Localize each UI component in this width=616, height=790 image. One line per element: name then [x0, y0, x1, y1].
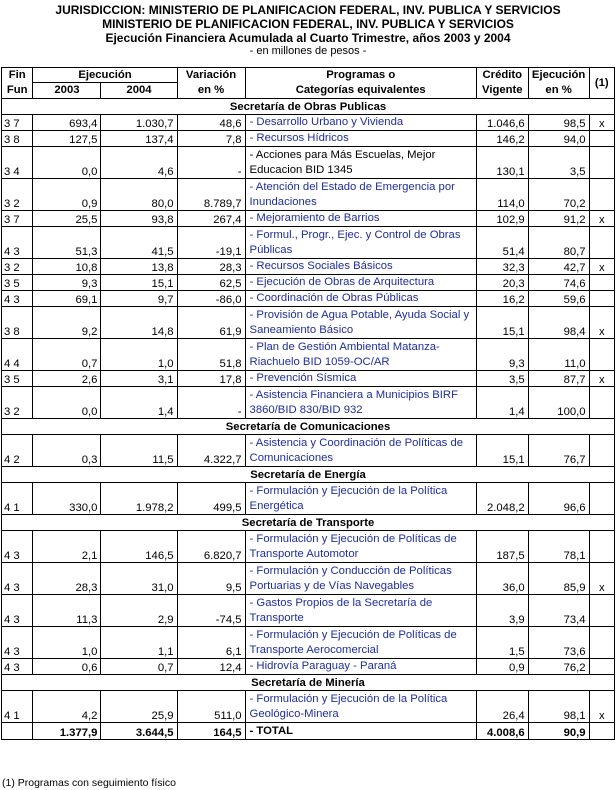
total-variacion: 164,5: [177, 723, 245, 740]
cell-2003: 11,3: [33, 595, 101, 627]
cell-fin-fun: 4 2: [2, 435, 33, 467]
col-2004: 2004: [101, 83, 177, 99]
cell-programa: - Formulación y Conducción de Políticas Portuarias y de Vías Navegables: [245, 563, 476, 595]
cell-credito: 3,9: [476, 595, 528, 627]
col-fun: Fun: [2, 83, 33, 99]
cell-credito: 51,4: [476, 227, 528, 259]
cell-seguimiento: [589, 483, 614, 515]
cell-programa: - Plan de Gestión Ambiental Matanza-Riachuelo BID 1059-OC/AR: [245, 339, 476, 371]
col-ejecucion-en-pct: en %: [528, 83, 589, 99]
cell-fin-fun: 3 7: [2, 211, 33, 227]
cell-variacion: -74,5: [177, 595, 245, 627]
cell-seguimiento: [589, 595, 614, 627]
cell-2004: 0,7: [101, 659, 177, 675]
cell-2003: 693,4: [33, 115, 101, 131]
cell-seguimiento: x: [589, 115, 614, 131]
cell-fin-fun: 4 1: [2, 483, 33, 515]
cell-variacion: 6,1: [177, 627, 245, 659]
cell-2004: 137,4: [101, 131, 177, 147]
cell-2004: 41,5: [101, 227, 177, 259]
cell-2003: 0,0: [33, 387, 101, 419]
cell-ejecucion: 42,7: [528, 259, 589, 275]
cell-variacion: 62,5: [177, 275, 245, 291]
cell-programa: - Provisión de Agua Potable, Ayuda Social y Saneamiento Básico: [245, 307, 476, 339]
table-row: [2, 227, 615, 259]
cell-variacion: 8.789,7: [177, 179, 245, 211]
cell-fin-fun: 4 3: [2, 531, 33, 563]
total-label: - TOTAL: [245, 723, 476, 740]
cell-ejecucion: 73,4: [528, 595, 589, 627]
cell-credito: 15,1: [476, 435, 528, 467]
table-row: [2, 339, 615, 371]
col-2003: 2003: [33, 83, 101, 99]
cell-2003: 2,1: [33, 531, 101, 563]
cell-variacion: 4.322,7: [177, 435, 245, 467]
table-row: [2, 211, 615, 227]
table-row: [2, 371, 615, 387]
cell-programa: - Formulación y Ejecución de Políticas de Transporte Aerocomercial: [245, 627, 476, 659]
cell-2003: 25,5: [33, 211, 101, 227]
cell-programa: - Formul., Progr., Ejec. y Control de Obras Públicas: [245, 227, 476, 259]
col-fin: Fin: [2, 68, 33, 83]
cell-fin-fun: 3 2: [2, 259, 33, 275]
cell-credito: 1,4: [476, 387, 528, 419]
cell-programa: - Hidrovía Paraguay - Paraná: [245, 659, 476, 675]
table-row: [2, 291, 615, 307]
total-note: [589, 723, 614, 740]
cell-2003: 51,3: [33, 227, 101, 259]
cell-2004: 2,9: [101, 595, 177, 627]
cell-2003: 0,9: [33, 179, 101, 211]
cell-ejecucion: 78,1: [528, 531, 589, 563]
cell-2004: 80,0: [101, 179, 177, 211]
table-row: [2, 387, 615, 419]
cell-fin-fun: 4 3: [2, 563, 33, 595]
section-title: Secretaría de Transporte: [2, 515, 615, 531]
total-2004: 3.644,5: [101, 723, 177, 740]
section-title: Secretaría de Energía: [2, 467, 615, 483]
cell-seguimiento: [589, 659, 614, 675]
cell-ejecucion: 98,4: [528, 307, 589, 339]
col-ejecucion: Ejecución: [33, 68, 177, 83]
col-ejecucion-pct: Ejecución: [528, 68, 589, 83]
table-row: [2, 275, 615, 291]
footnote: (1) Programas con seguimiento físico: [2, 777, 176, 789]
cell-2004: 31,0: [101, 563, 177, 595]
section-header-row: [2, 467, 615, 483]
cell-fin-fun: 4 1: [2, 691, 33, 723]
cell-seguimiento: x: [589, 259, 614, 275]
cell-2004: 1,4: [101, 387, 177, 419]
section-title: Secretaría de Minería: [2, 675, 615, 691]
table-row: [2, 595, 615, 627]
cell-programa: - Gastos Propios de la Secretaría de Transporte: [245, 595, 476, 627]
cell-programa: - Formulación y Ejecución de la Política Geológico-Minera: [245, 691, 476, 723]
report-subtitle: Ejecución Financiera Acumulada al Cuarto Trimestre, años 2003 y 2004: [105, 31, 511, 45]
cell-fin-fun: 4 3: [2, 595, 33, 627]
cell-ejecucion: 70,2: [528, 179, 589, 211]
cell-seguimiento: [589, 387, 614, 419]
cell-seguimiento: x: [589, 691, 614, 723]
cell-ejecucion: 98,1: [528, 691, 589, 723]
cell-credito: 102,9: [476, 211, 528, 227]
cell-programa: - Asistencia Financiera a Municipios BIRF 3860/BID 830/BID 932: [245, 387, 476, 419]
cell-credito: 20,3: [476, 275, 528, 291]
cell-credito: 1.046,6: [476, 115, 528, 131]
cell-variacion: -: [177, 147, 245, 179]
cell-fin-fun: 4 3: [2, 627, 33, 659]
cell-seguimiento: [589, 179, 614, 211]
cell-programa: - Mejoramiento de Barrios: [245, 211, 476, 227]
cell-2003: 10,8: [33, 259, 101, 275]
table-row: [2, 131, 615, 147]
cell-seguimiento: [589, 339, 614, 371]
cell-programa: - Formulación y Ejecución de Políticas de Transporte Automotor: [245, 531, 476, 563]
cell-seguimiento: [589, 227, 614, 259]
cell-2004: 15,1: [101, 275, 177, 291]
cell-variacion: -19,1: [177, 227, 245, 259]
section-header-row: [2, 675, 615, 691]
cell-2004: 11,5: [101, 435, 177, 467]
table-row: [2, 259, 615, 275]
table-row: [2, 435, 615, 467]
cell-2003: 9,3: [33, 275, 101, 291]
cell-seguimiento: [589, 531, 614, 563]
cell-2003: 0,7: [33, 339, 101, 371]
total-credito: 4.008,6: [476, 723, 528, 740]
col-categorias: Categorías equivalentes: [245, 83, 476, 99]
cell-seguimiento: [589, 291, 614, 307]
cell-2003: 0,3: [33, 435, 101, 467]
table-row: [2, 531, 615, 563]
section-title: Secretaría de Obras Publicas: [2, 99, 615, 115]
cell-fin-fun: 3 8: [2, 131, 33, 147]
cell-programa: - Ejecución de Obras de Arquitectura: [245, 275, 476, 291]
table-row: [2, 307, 615, 339]
cell-ejecucion: 59,6: [528, 291, 589, 307]
report-ministry: MINISTERIO DE PLANIFICACION FEDERAL, INV. PUBLICA Y SERVICIOS: [102, 17, 514, 31]
cell-ejecucion: 11,0: [528, 339, 589, 371]
cell-2004: 4,6: [101, 147, 177, 179]
cell-seguimiento: x: [589, 307, 614, 339]
total-row: [2, 723, 615, 740]
col-note: (1): [589, 68, 614, 99]
cell-2003: 330,0: [33, 483, 101, 515]
cell-variacion: 267,4: [177, 211, 245, 227]
report-units: - en millones de pesos -: [249, 45, 367, 57]
cell-2004: 3,1: [101, 371, 177, 387]
cell-credito: 9,3: [476, 339, 528, 371]
cell-variacion: 499,5: [177, 483, 245, 515]
cell-fin-fun: 4 3: [2, 291, 33, 307]
cell-ejecucion: 100,0: [528, 387, 589, 419]
cell-programa: - Recursos Hídricos: [245, 131, 476, 147]
cell-fin-fun: 4 4: [2, 339, 33, 371]
cell-variacion: 12,4: [177, 659, 245, 675]
cell-programa: - Coordinación de Obras Públicas: [245, 291, 476, 307]
cell-2004: 1,1: [101, 627, 177, 659]
col-credito: Crédito: [476, 68, 528, 83]
cell-ejecucion: 74,6: [528, 275, 589, 291]
cell-fin-fun: 3 5: [2, 275, 33, 291]
table-row: [2, 179, 615, 211]
cell-ejecucion: 73,6: [528, 627, 589, 659]
cell-ejecucion: 87,7: [528, 371, 589, 387]
cell-credito: 2.048,2: [476, 483, 528, 515]
cell-credito: 15,1: [476, 307, 528, 339]
cell-ejecucion: 98,5: [528, 115, 589, 131]
report-title: JURISDICCION: MINISTERIO DE PLANIFICACION FEDERAL, INV. PUBLICA Y SERVICIOS: [55, 3, 561, 17]
cell-variacion: 7,8: [177, 131, 245, 147]
cell-credito: 36,0: [476, 563, 528, 595]
cell-fin-fun: 3 2: [2, 387, 33, 419]
cell-variacion: 51,8: [177, 339, 245, 371]
cell-2003: 127,5: [33, 131, 101, 147]
cell-seguimiento: [589, 627, 614, 659]
cell-2004: 1,0: [101, 339, 177, 371]
cell-variacion: 48,6: [177, 115, 245, 131]
cell-fin-fun: 3 8: [2, 307, 33, 339]
cell-ejecucion: 91,2: [528, 211, 589, 227]
cell-2003: 2,6: [33, 371, 101, 387]
cell-2003: 0,6: [33, 659, 101, 675]
cell-ejecucion: 96,6: [528, 483, 589, 515]
cell-ejecucion: 94,0: [528, 131, 589, 147]
cell-variacion: 28,3: [177, 259, 245, 275]
cell-credito: 146,2: [476, 131, 528, 147]
cell-2004: 93,8: [101, 211, 177, 227]
table-row: [2, 483, 615, 515]
cell-2003: 0,0: [33, 147, 101, 179]
cell-credito: 32,3: [476, 259, 528, 275]
cell-credito: 130,1: [476, 147, 528, 179]
cell-programa: - Desarrollo Urbano y Vivienda: [245, 115, 476, 131]
cell-credito: 16,2: [476, 291, 528, 307]
total-ejecucion: 90,9: [528, 723, 589, 740]
cell-programa: - Formulación y Ejecución de la Política Energética: [245, 483, 476, 515]
cell-credito: 114,0: [476, 179, 528, 211]
cell-2004: 1.978,2: [101, 483, 177, 515]
cell-fin-fun: 3 4: [2, 147, 33, 179]
cell-variacion: 6.820,7: [177, 531, 245, 563]
cell-ejecucion: 85,9: [528, 563, 589, 595]
cell-seguimiento: x: [589, 371, 614, 387]
section-title: Secretaría de Comunicaciones: [2, 419, 615, 435]
cell-seguimiento: [589, 275, 614, 291]
cell-fin-fun: 3 2: [2, 179, 33, 211]
section-header-row: [2, 419, 615, 435]
cell-fin-fun: 3 7: [2, 115, 33, 131]
table-row: [2, 691, 615, 723]
cell-seguimiento: x: [589, 211, 614, 227]
cell-fin-fun: 4 3: [2, 227, 33, 259]
cell-2004: 146,5: [101, 531, 177, 563]
section-header-row: [2, 515, 615, 531]
cell-programa: - Atención del Estado de Emergencia por Inundaciones: [245, 179, 476, 211]
table-row: [2, 563, 615, 595]
cell-programa: - Recursos Sociales Básicos: [245, 259, 476, 275]
cell-credito: 26,4: [476, 691, 528, 723]
cell-credito: 0,9: [476, 659, 528, 675]
cell-2003: 69,1: [33, 291, 101, 307]
cell-2004: 14,8: [101, 307, 177, 339]
cell-2004: 13,8: [101, 259, 177, 275]
table-row: [2, 659, 615, 675]
cell-seguimiento: [589, 131, 614, 147]
cell-credito: 3,5: [476, 371, 528, 387]
cell-variacion: 17,8: [177, 371, 245, 387]
cell-ejecucion: 80,7: [528, 227, 589, 259]
table-row: [2, 115, 615, 131]
cell-programa: - Acciones para Más Escuelas, Mejor Educacion BID 1345: [245, 147, 476, 179]
table-row: [2, 147, 615, 179]
cell-seguimiento: x: [589, 563, 614, 595]
section-header-row: [2, 99, 615, 115]
cell-programa: - Asistencia y Coordinación de Políticas de Comunicaciones: [245, 435, 476, 467]
cell-2003: 1,0: [33, 627, 101, 659]
total-2003: 1.377,9: [33, 723, 101, 740]
cell-variacion: -86,0: [177, 291, 245, 307]
cell-variacion: -: [177, 387, 245, 419]
cell-ejecucion: 76,7: [528, 435, 589, 467]
total-fin-fun: [2, 723, 33, 740]
cell-variacion: 61,9: [177, 307, 245, 339]
col-programas: Programas o: [245, 68, 476, 83]
cell-credito: 187,5: [476, 531, 528, 563]
cell-ejecucion: 3,5: [528, 147, 589, 179]
cell-variacion: 9,5: [177, 563, 245, 595]
cell-fin-fun: 3 5: [2, 371, 33, 387]
col-variacion-pct: en %: [177, 83, 245, 99]
cell-seguimiento: [589, 147, 614, 179]
cell-fin-fun: 4 3: [2, 659, 33, 675]
cell-2004: 25,9: [101, 691, 177, 723]
table-row: [2, 627, 615, 659]
cell-variacion: 511,0: [177, 691, 245, 723]
cell-ejecucion: 76,2: [528, 659, 589, 675]
cell-credito: 1,5: [476, 627, 528, 659]
col-vigente: Vigente: [476, 83, 528, 99]
col-variacion: Variación: [177, 68, 245, 83]
execution-table: [1, 67, 615, 740]
cell-2003: 28,3: [33, 563, 101, 595]
cell-2003: 4,2: [33, 691, 101, 723]
cell-seguimiento: [589, 435, 614, 467]
cell-programa: - Prevención Sísmica: [245, 371, 476, 387]
cell-2004: 1.030,7: [101, 115, 177, 131]
cell-2004: 9,7: [101, 291, 177, 307]
cell-2003: 9,2: [33, 307, 101, 339]
